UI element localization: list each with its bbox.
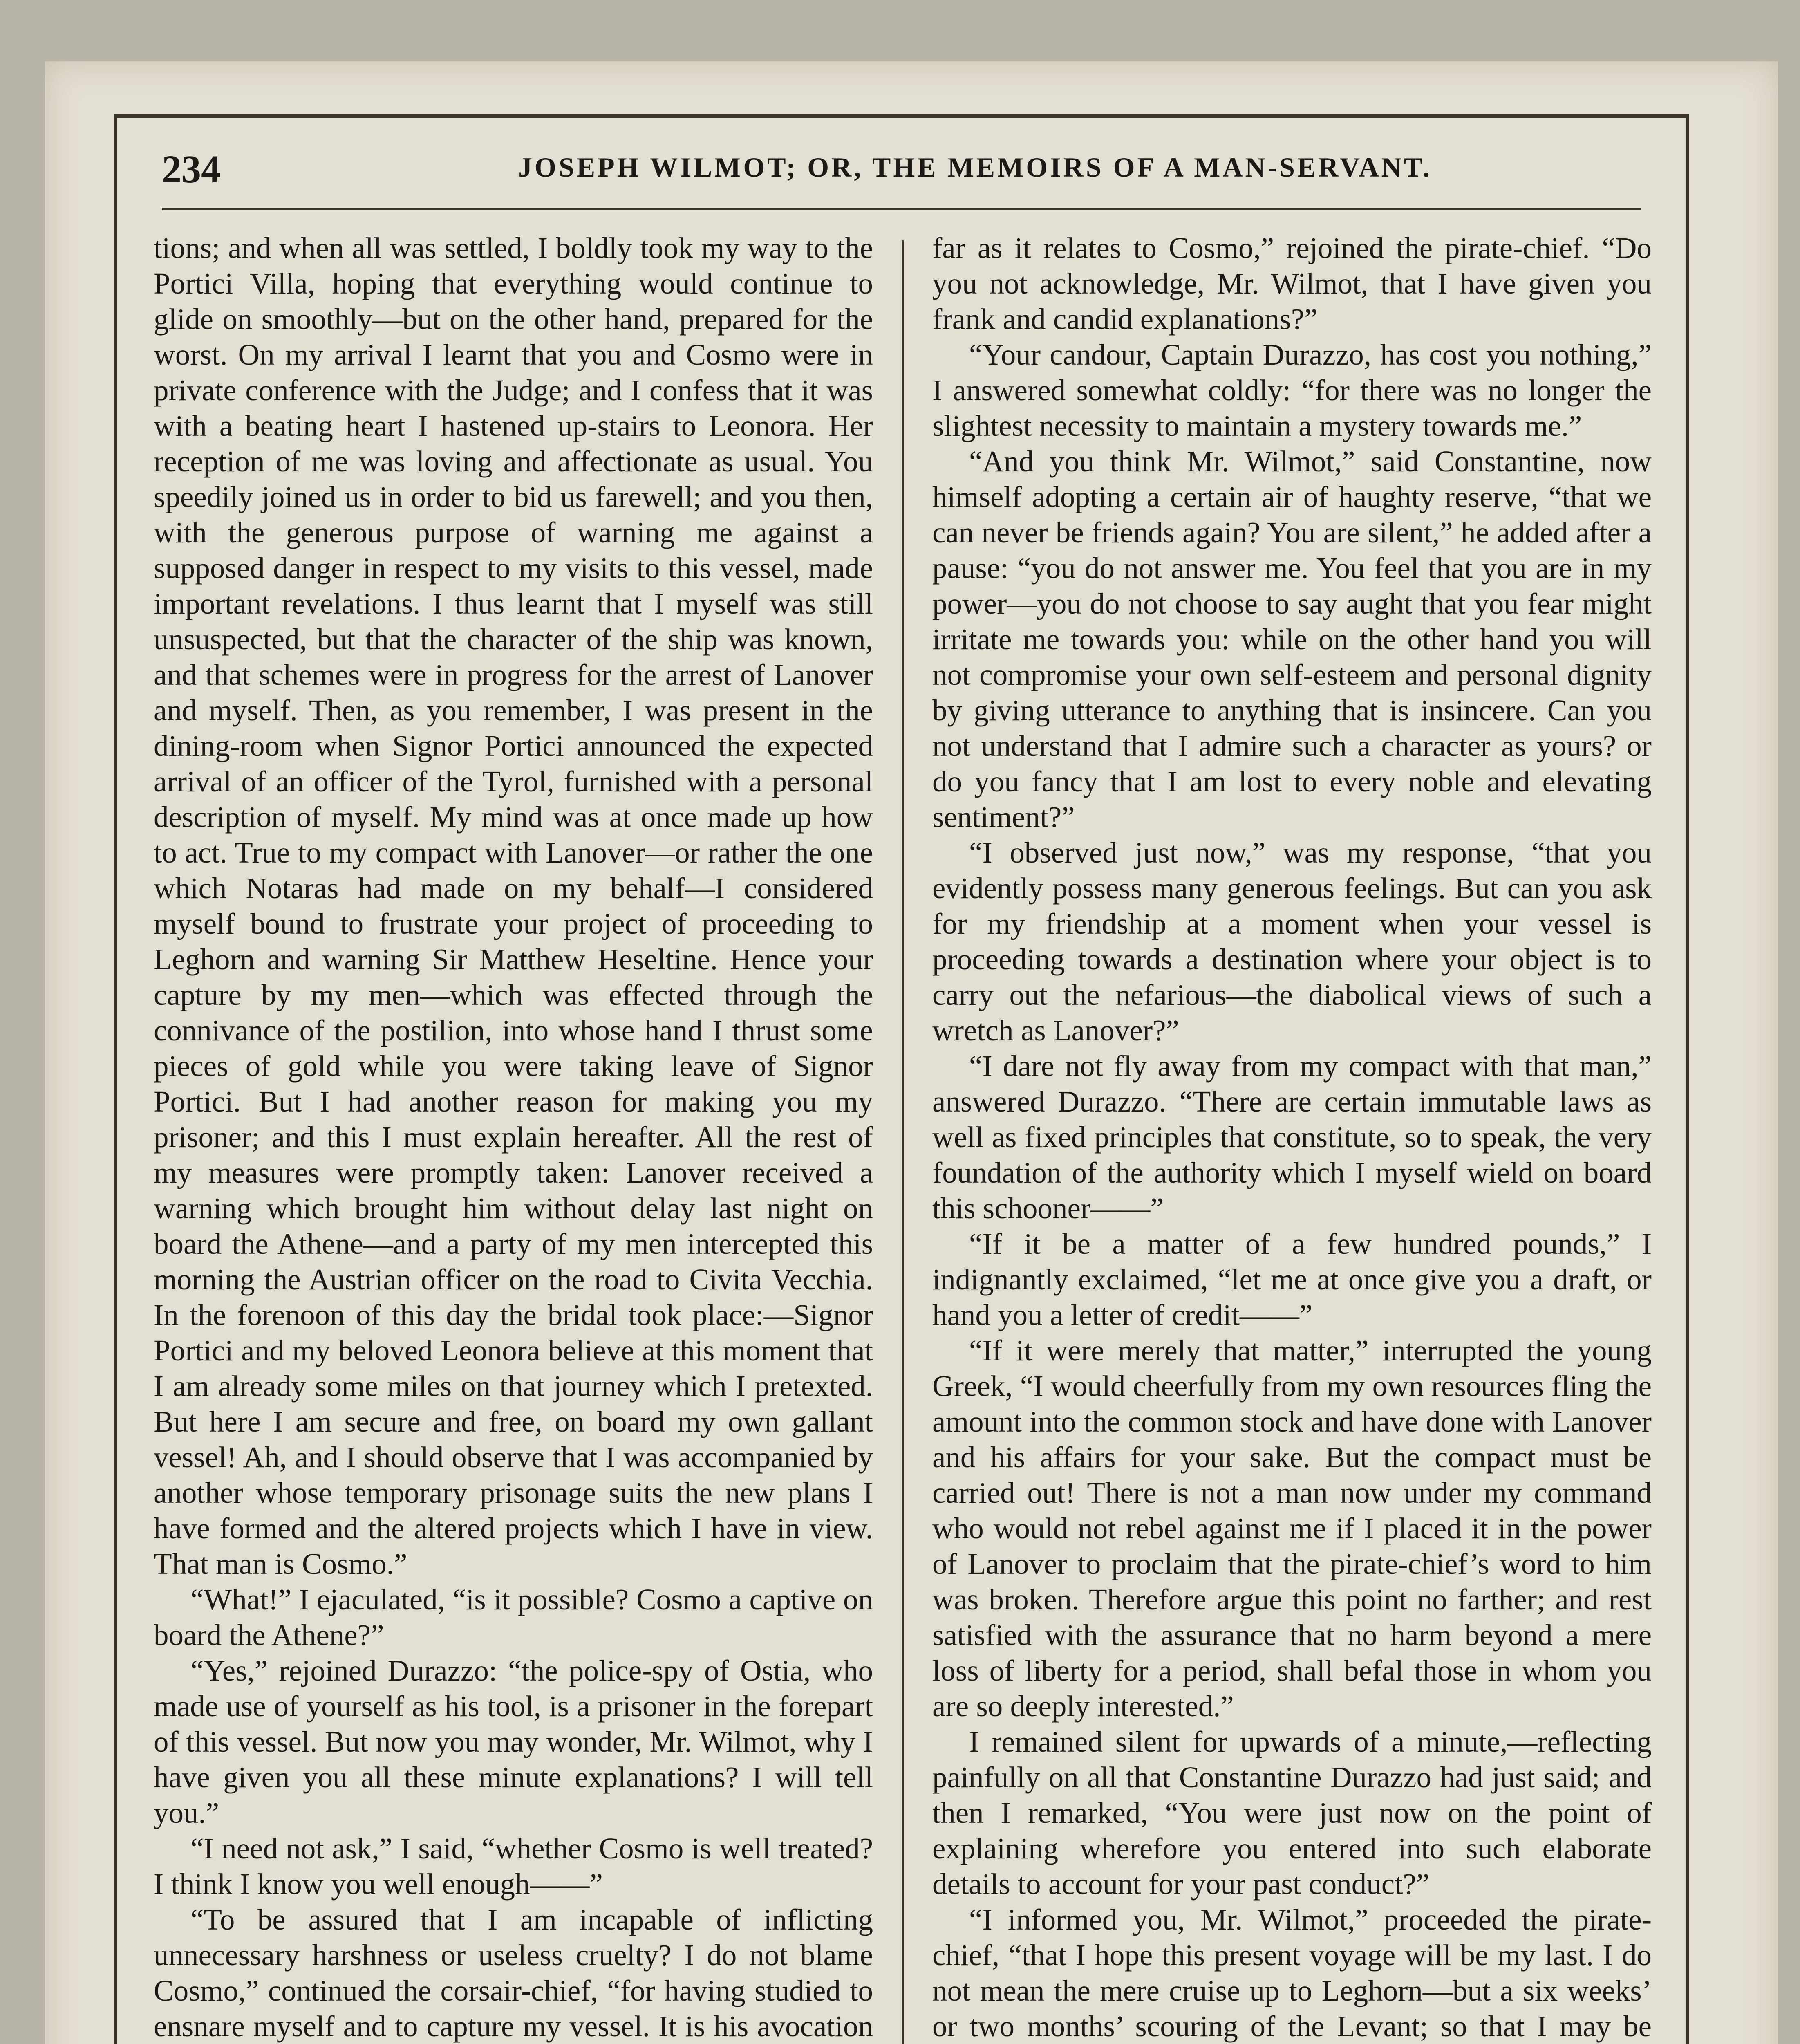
- book-page: [45, 61, 1778, 2044]
- column-divider: [902, 240, 904, 2044]
- paragraph: “To be assured that I am incapable of inflicting unnecessary harshness or useless cruelty? I do not blame Cosmo,” continued the corsair-chief, “for having studied to ensnare myself and to capture my vessel. It is his avocation: [154, 1903, 873, 2043]
- paragraph: “What!” I ejaculated, “is it possible? Cosmo a captive on board the Athene?”: [154, 1583, 873, 1652]
- page-number: 234: [162, 147, 221, 191]
- paragraph: “I informed you, Mr. Wilmot,” proceeded the pirate-chief, “that I hope this present voyage will be my last. I do not mean the mere cruise up to Leghorn—but a six weeks’ or two months’ scouring of the Levant; so that I may be: [932, 1903, 1652, 2043]
- running-head: JOSEPH WILMOT; OR, THE MEMOIRS OF A MAN-SERVANT.: [518, 152, 1432, 183]
- paragraph: tions; and when all was settled, I boldly took my way to the Portici Villa, hoping that everything would continue to glide on smoothly—but on the other hand, prepared for the worst. On my arrival I learnt that you and Cosmo were in private conference with the Judge; and I confess that it was with a beating heart I hastened up-stairs to Leonora. Her reception of me was loving and affectionate as usual. You speedily joined us in order to bid us farewell; and you then, with the generous purpose of warning me against a supposed danger in respect to my visits to this vessel, made important revelations. I thus learnt that I myself was still unsuspected, but that the character of the ship was known, and that schemes were in progress for the arrest of Lanover and myself. Then, as you remember, I was present in the dining-room when Signor Portici announced the expected arrival of an officer of the Tyrol, furnished with a personal description of myself. My mind was at once made up how to act. True to my compact with Lanover—or rather the one which Notaras had made on my behalf—I considered myself bound to frustrate your project of proceeding to Leghorn and warning Sir Matthew Heseltine. Hence your capture by my men—which was effected through the connivance of the postilion, into whose hand I thrust some pieces of gold while you were taking leave of Signor Portici. But I had another reason for making you my prisoner; and this I must explain hereafter. All the rest of my measures were promptly taken: Lanover received a warning which brought him without delay last night on board the Athene—and a party of my men intercepted this morning the Austrian officer on the road to Civita Vecchia. In the forenoon of this day the bridal took place:—Signor Portici and my beloved Leonora believe at this moment that I am already some miles on that journey which I pretexted. But here I am secure and free, on board my own gallant vessel! Ah, and I should observe that I was accompanied by another whose temporary prisonage suits the new plans I have formed and the altered projects which I have in view. That man is Cosmo.”: [154, 231, 873, 1580]
- paragraph: “Your candour, Captain Durazzo, has cost you nothing,” I answered somewhat coldly: “for there was no longer the slightest necessity to maintain a mystery towards me.”: [932, 338, 1652, 442]
- paragraph: I remained silent for upwards of a minute,—reflecting painfully on all that Constantine Durazzo had just said; and then I remarked, “You were just now on the point of explaining wherefore you entered into such elaborate details to account for your past conduct?”: [932, 1725, 1652, 1901]
- paragraph: “I dare not fly away from my compact with that man,” answered Durazzo. “There are certain immutable laws as well as fixed principles that constitute, so to speak, the very foundation of the authority which I myself wield on board this schooner——”: [932, 1049, 1652, 1225]
- paragraph: far as it relates to Cosmo,” rejoined the pirate-chief. “Do you not acknowledge, Mr. Wilmot, that I have given you frank and candid explanations?”: [932, 231, 1652, 336]
- right-column: [932, 230, 1652, 2044]
- paragraph: “If it be a matter of a few hundred pounds,” I indignantly exclaimed, “let me at once give you a draft, or hand you a letter of credit——”: [932, 1227, 1652, 1331]
- left-column: [154, 230, 873, 2044]
- paragraph: “I observed just now,” was my response, “that you evidently possess many generous feelings. But can you ask for my friendship at a moment when your vessel is proceeding towards a destination where your object is to carry out the nefarious—the diabolical views of such a wretch as Lanover?”: [932, 836, 1652, 1047]
- paragraph: “I need not ask,” I said, “whether Cosmo is well treated? I think I know you well enough——”: [154, 1832, 873, 1901]
- paragraph: “Yes,” rejoined Durazzo: “the police-spy of Ostia, who made use of yourself as his tool, is a prisoner in the forepart of this vessel. But now you may wonder, Mr. Wilmot, why I have given you all these minute explanations? I will tell you.”: [154, 1654, 873, 1829]
- paragraph: “And you think Mr. Wilmot,” said Constantine, now himself adopting a certain air of haughty reserve, “that we can never be friends again? You are silent,” he added after a pause: “you do not answer me. You feel that you are in my power—you do not choose to say aught that you fear might irritate me towards you: while on the other hand you will not compromise your own self-esteem and personal dignity by giving utterance to anything that is insincere. Can you not understand that I admire such a character as yours? or do you fancy that I am lost to every noble and elevating sentiment?”: [932, 445, 1652, 834]
- page-header: [162, 134, 1641, 210]
- page-frame: [114, 114, 1689, 2044]
- paragraph: “If it were merely that matter,” interrupted the young Greek, “I would cheerfully from my own resources fling the amount into the common stock and have done with Lanover and his affairs for your sake. But the compact must be carried out! There is not a man now under my command who would not rebel against me if I placed it in the power of Lanover to proclaim that the pirate-chief’s word to him was broken. Therefore argue this point no farther; and rest satisfied with the assurance that no harm beyond a mere loss of liberty for a period, shall befal those in whom you are so deeply interested.”: [932, 1334, 1652, 1723]
